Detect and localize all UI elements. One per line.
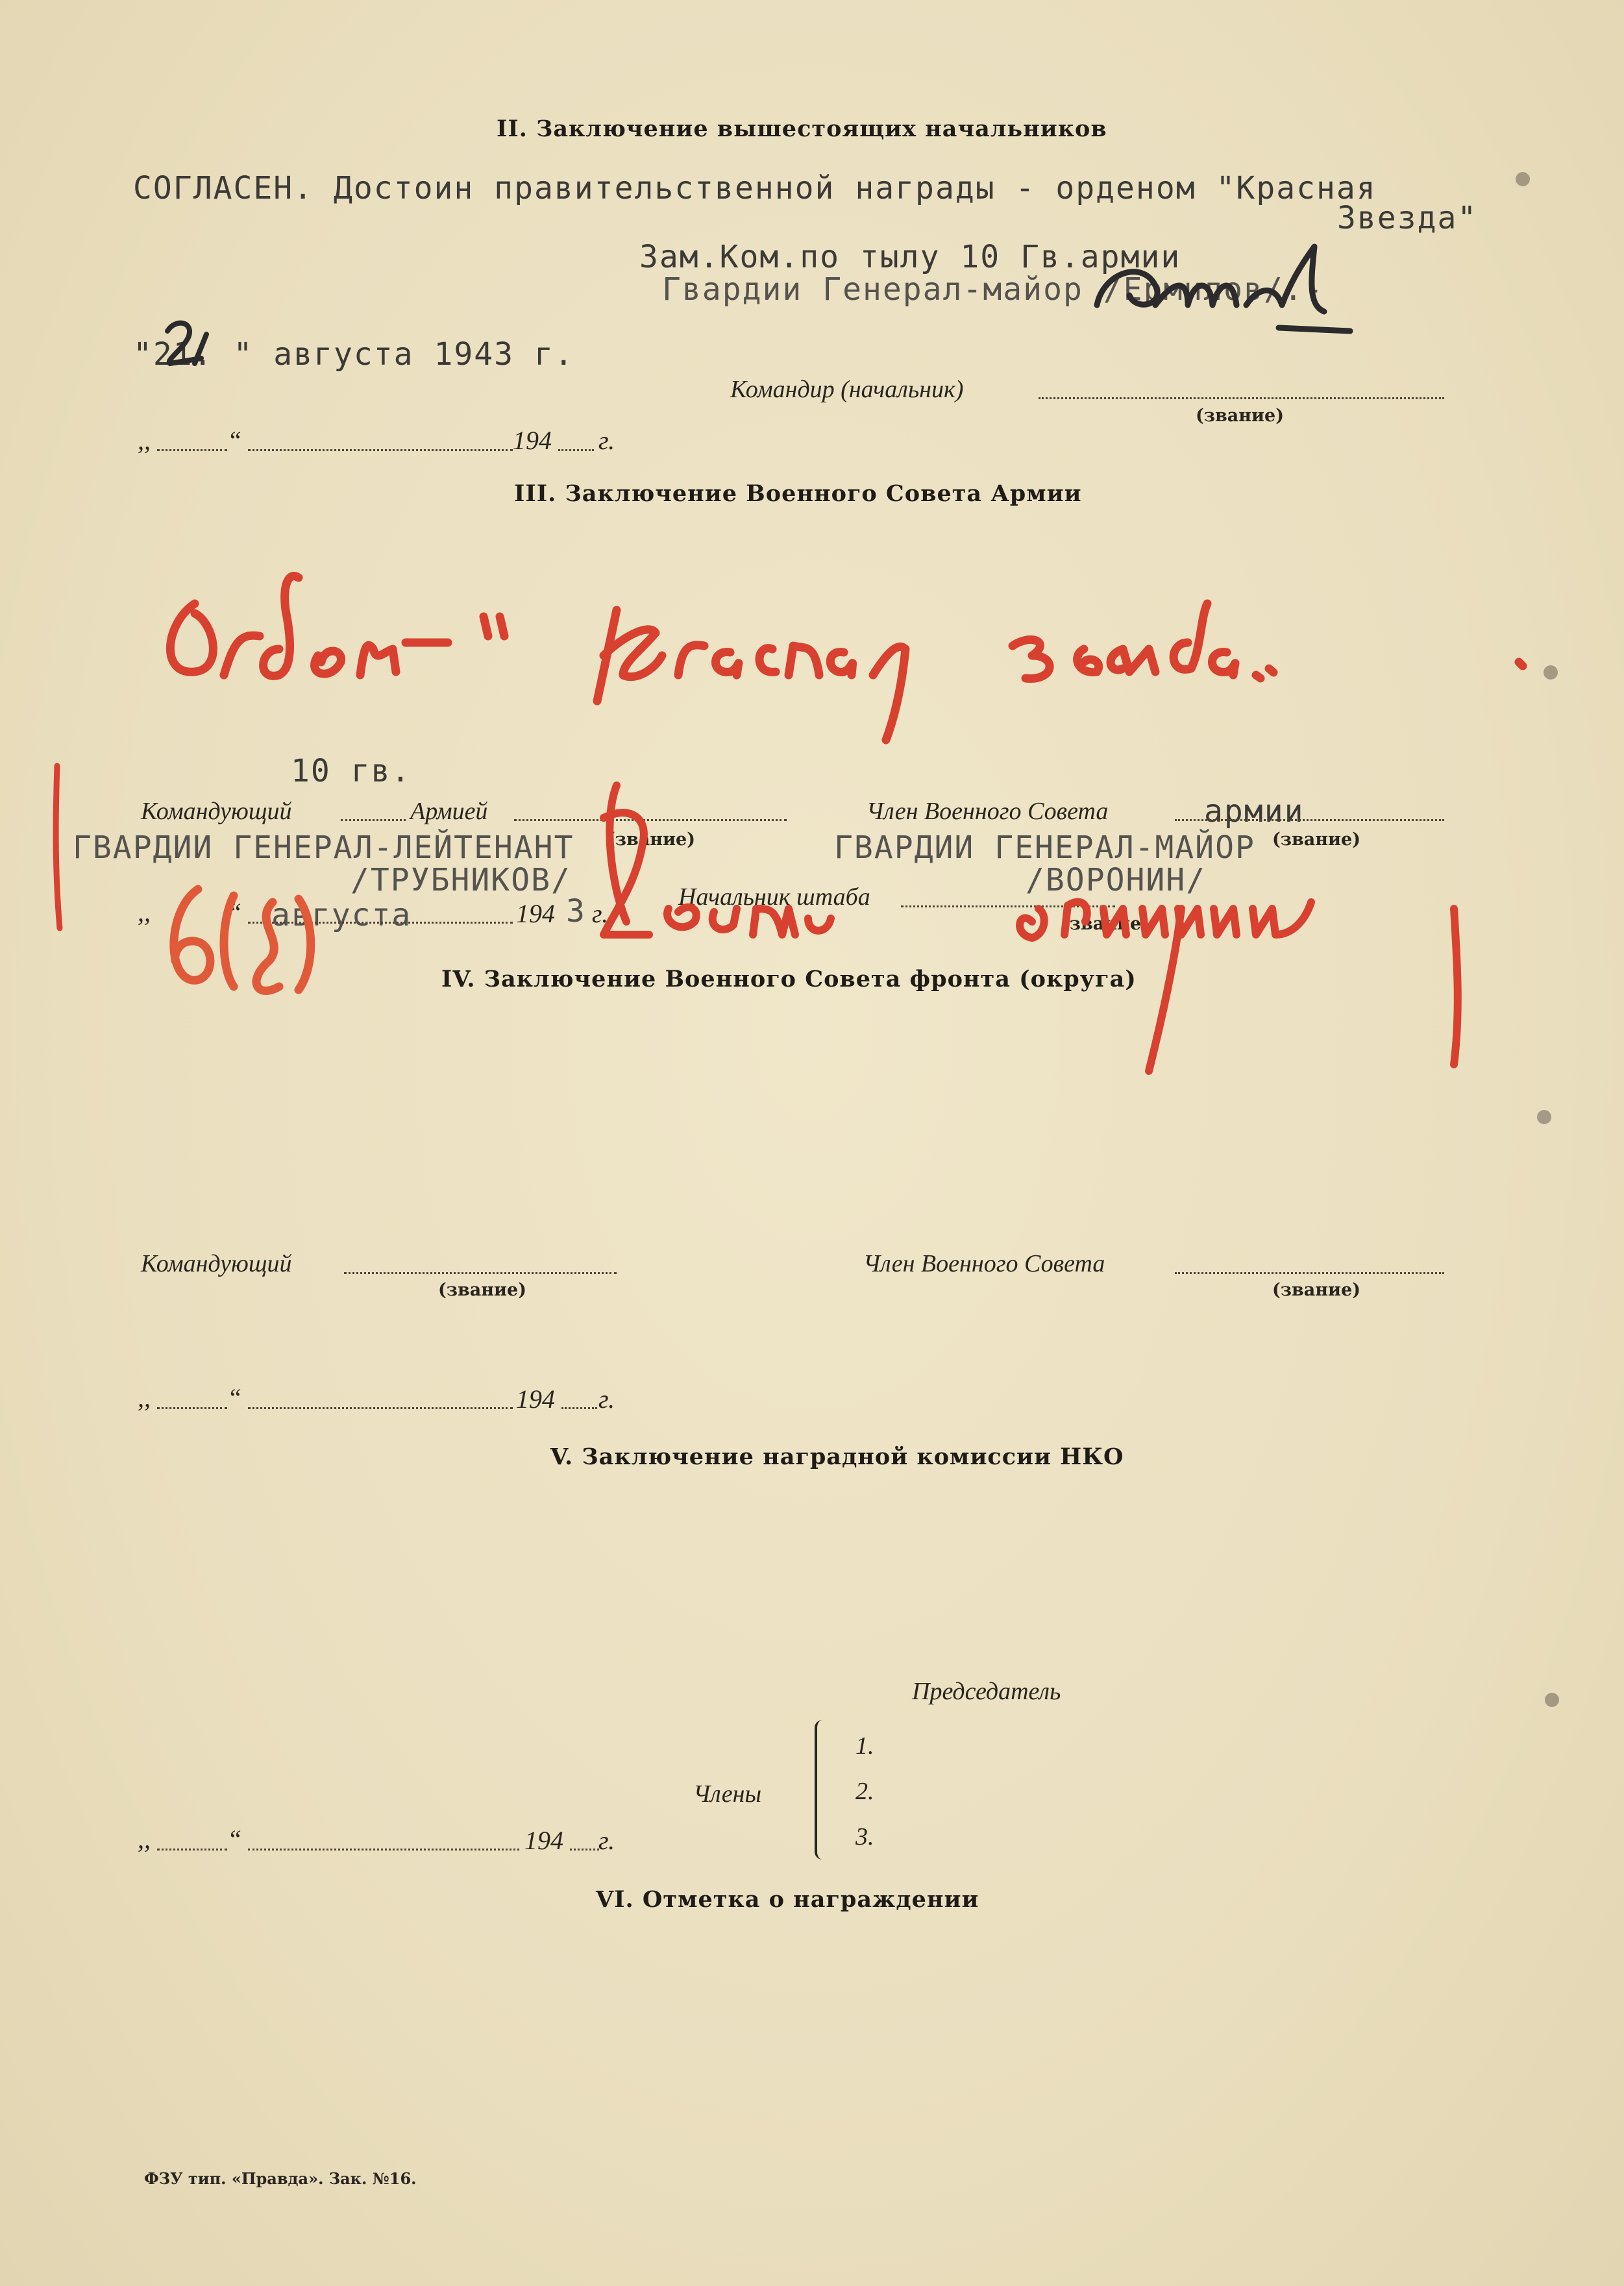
commander-signature-line [1039, 397, 1444, 399]
member-number-2: 2. [855, 1778, 874, 1805]
date-day-line [157, 449, 227, 451]
s4-date-quote-open: ,, [138, 1383, 151, 1412]
commander-label: Командир (начальник) [730, 376, 964, 403]
section-6-heading: VI. Отметка о награждении [596, 1886, 979, 1913]
s5-date-quote-open: ,, [138, 1825, 151, 1854]
approval-date: "21. " августа 1943 г. [133, 336, 574, 373]
front-commander-line [344, 1272, 617, 1274]
section-2-heading: II. Заключение вышестоящих начальников [497, 116, 1107, 142]
army-number: 10 гв. [291, 753, 412, 789]
front-council-member-label: Член Военного Совета [863, 1250, 1105, 1277]
agreed-statement-continued: Звезда" [1337, 200, 1478, 236]
front-council-member-line [1175, 1272, 1444, 1274]
chief-of-staff-label: Начальник штаба [678, 883, 870, 911]
s4-year-line [561, 1407, 597, 1409]
commander-rank: ГВАРДИИ ГЕНЕРАЛ-ЛЕЙТЕНАНТ [73, 830, 574, 866]
s5-date-quote-close: “ [227, 1825, 242, 1854]
member-rank-caption: (звание) [1272, 830, 1361, 850]
chief-of-staff-line [901, 905, 1115, 907]
date-year-suffix: г. [598, 426, 615, 455]
member-number-1: 1. [855, 1732, 874, 1760]
date-year: 194 [513, 426, 552, 455]
army-word: Армией [410, 798, 488, 825]
punch-hole [1537, 1110, 1551, 1124]
war-council-member-label: Член Военного Совета [867, 798, 1109, 825]
members-brace [815, 1720, 826, 1860]
member-name: /ВОРОНИН/ [1026, 862, 1207, 898]
s3-year: 194 [516, 899, 555, 928]
front-member-rank-caption: (звание) [1272, 1280, 1361, 1300]
section-3-heading: III. Заключение Военного Совета Армии [514, 480, 1082, 507]
s4-year-suffix: г. [598, 1384, 615, 1414]
chief-rank-caption: (звание) [1061, 914, 1150, 934]
s5-year-line [570, 1849, 599, 1850]
punch-hole [1544, 665, 1558, 680]
member-number-3: 3. [855, 1823, 874, 1850]
date-quote-open: ,, [138, 426, 151, 455]
s5-day-line [157, 1849, 227, 1850]
front-commander-rank-caption: (звание) [438, 1280, 527, 1300]
s5-year: 194 [524, 1826, 563, 1855]
s4-month-line [248, 1407, 513, 1409]
war-council-member-line [1175, 819, 1444, 821]
war-council-army-word: армии [1204, 793, 1305, 830]
s4-date-quote-close: “ [227, 1383, 242, 1412]
s3-month-line [248, 922, 513, 924]
s3-year-digit: 3 [566, 893, 586, 929]
chairman-label: Председатель [912, 1678, 1061, 1705]
s5-month-line [248, 1849, 519, 1850]
commander-name: /ТРУБНИКОВ/ [351, 862, 571, 898]
s4-year: 194 [516, 1384, 555, 1414]
s3-month: августа [271, 897, 412, 933]
member-rank: ГВАРДИИ ГЕНЕРАЛ-МАЙОР [834, 830, 1255, 866]
section-5-heading: V. Заключение наградной комиссии НКО [550, 1444, 1124, 1470]
s3-date-quote-close: “ [227, 898, 242, 927]
date-quote-close: “ [227, 426, 242, 455]
army-commander-line-2 [514, 819, 787, 821]
punch-hole [1516, 172, 1530, 186]
deputy-commander-title: Зам.Ком.по тылу 10 Гв.армии [639, 239, 1181, 275]
punch-hole [1545, 1693, 1559, 1707]
section-4-heading: IV. Заключение Военного Совета фронта (округа) [441, 966, 1137, 992]
army-commander-label: Командующий [141, 798, 292, 825]
s5-year-suffix: г. [598, 1826, 615, 1855]
s4-day-line [157, 1407, 227, 1409]
date-month-line [248, 449, 513, 451]
s3-date-quote-open: ,, [138, 898, 151, 927]
s3-year-suffix: г. [592, 899, 609, 928]
commander-rank-caption: (звание) [607, 830, 696, 850]
members-label: Члены [693, 1780, 762, 1808]
printer-imprint: ФЗУ тип. «Правда». Зак. №16. [144, 2169, 417, 2188]
agreed-statement: СОГЛАСЕН. Достоин правительственной награды - орденом "Красная [133, 170, 1377, 206]
date-year-line [558, 449, 594, 451]
rank-caption: (звание) [1196, 406, 1285, 426]
army-commander-line [341, 819, 406, 821]
deputy-rank-and-name: Гвардии Генерал-майор /Ермилов/.- [662, 271, 1324, 308]
front-commander-label: Командующий [141, 1250, 292, 1277]
